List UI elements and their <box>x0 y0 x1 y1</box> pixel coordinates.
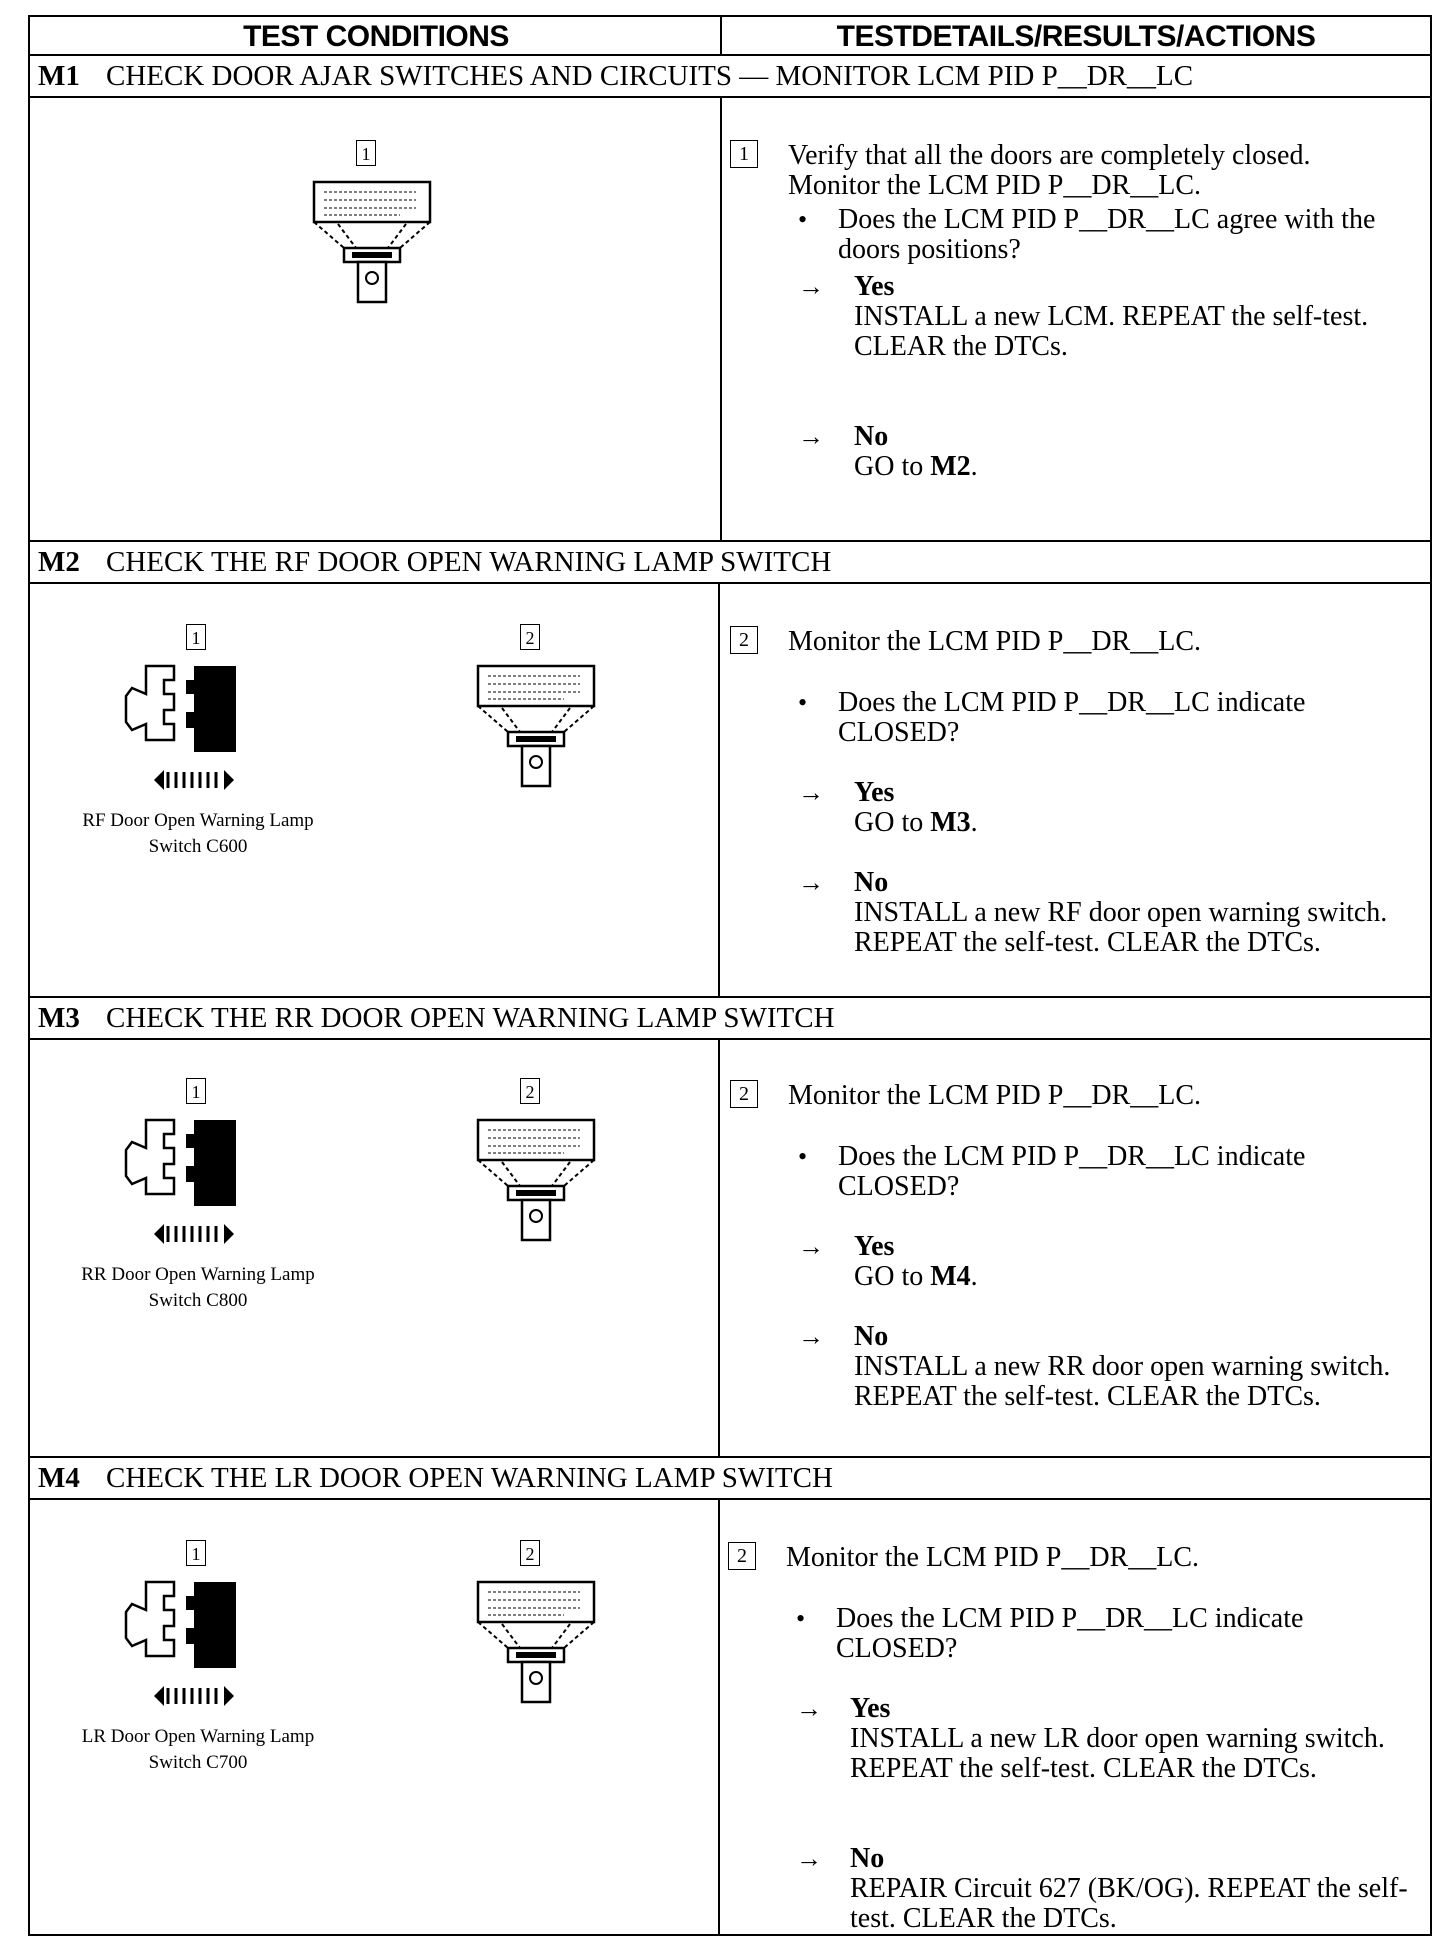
column-divider <box>720 98 722 540</box>
arrow-icon: → <box>798 422 824 451</box>
yes-action: INSTALL a new LCM. REPEAT the self-test. CLEAR the DTCs. <box>854 301 1369 362</box>
section-title-m3 <box>28 998 1432 1040</box>
yes-branch <box>850 1694 1390 1784</box>
section-title-text: CHECK THE RR DOOR OPEN WARNING LAMP SWITCH <box>106 1002 835 1034</box>
section-body-m2 <box>28 584 1432 998</box>
no-branch <box>854 422 1374 482</box>
result-step-box: 2 <box>730 626 758 654</box>
switch-caption <box>48 808 348 860</box>
arrow-icon: → <box>798 272 824 301</box>
no-label: No <box>854 421 889 452</box>
section-body-m3 <box>28 1040 1432 1458</box>
section-code: M2 <box>38 546 80 578</box>
arrow-icon: → <box>798 1232 824 1261</box>
arrow-icon: → <box>796 1694 822 1723</box>
header-test-conditions: TEST CONDITIONS <box>243 20 509 53</box>
no-branch <box>854 1322 1394 1412</box>
step-number-box: 1 <box>186 624 206 650</box>
door-switch-icon <box>126 1582 276 1712</box>
caption-line: LR Door Open Warning Lamp <box>81 1726 315 1747</box>
yes-action: GO to M4. <box>854 1261 978 1292</box>
caption-line: Switch C600 <box>148 836 248 857</box>
section-title-text: CHECK THE RF DOOR OPEN WARNING LAMP SWITCH <box>106 546 832 578</box>
switch-caption <box>48 1262 348 1314</box>
arrow-icon: → <box>798 778 824 807</box>
bullet-icon: • <box>796 1604 806 1633</box>
question-text: Does the LCM PID P__DR__LC indicate CLOSED? <box>838 687 1306 748</box>
step-number-box: 1 <box>186 1078 206 1104</box>
instruction-text: Monitor the LCM PID P__DR__LC. <box>788 626 1202 657</box>
column-divider <box>718 1500 720 1934</box>
yes-label: Yes <box>850 1693 891 1724</box>
yes-action-ref: M3 <box>930 807 971 838</box>
section-code: M3 <box>38 1002 80 1034</box>
section-title-m2 <box>28 542 1432 584</box>
section-body-m4 <box>28 1500 1432 1936</box>
no-action: INSTALL a new RF door open warning switch. REPEAT the self-test. CLEAR the DTCs. <box>854 897 1388 958</box>
column-divider <box>718 1040 720 1456</box>
caption-line: Switch C700 <box>148 1752 248 1773</box>
section-title-text: CHECK THE LR DOOR OPEN WARNING LAMP SWITCH <box>106 1462 833 1494</box>
bullet-icon: • <box>798 205 808 234</box>
caption-line: RF Door Open Warning Lamp <box>82 810 314 831</box>
no-label: No <box>854 867 889 898</box>
result-step-box: 2 <box>730 1080 758 1108</box>
step-number-box: 1 <box>356 140 376 166</box>
no-action: GO to M2. <box>854 451 978 482</box>
header-results-actions: TESTDETAILS/RESULTS/ACTIONS <box>836 20 1316 53</box>
no-action: REPAIR Circuit 627 (BK/OG). REPEAT the self-test. CLEAR the DTCs. <box>850 1873 1408 1934</box>
door-switch-icon <box>126 666 276 796</box>
no-action: INSTALL a new RR door open warning switch. REPEAT the self-test. CLEAR the DTCs. <box>854 1351 1391 1412</box>
question-text: Does the LCM PID P__DR__LC indicate CLOSED? <box>836 1603 1304 1664</box>
step-number-box: 1 <box>186 1540 206 1566</box>
instruction-text: Verify that all the doors are completely closed. Monitor the LCM PID P__DR__LC. <box>788 140 1311 201</box>
no-branch <box>850 1844 1410 1934</box>
yes-branch <box>854 1232 1374 1292</box>
yes-label: Yes <box>854 271 895 302</box>
caption-line: Switch C800 <box>148 1290 248 1311</box>
section-code: M1 <box>38 60 80 92</box>
scan-tool-icon <box>310 182 440 322</box>
scan-tool-icon <box>478 666 608 806</box>
door-switch-icon <box>126 1120 276 1250</box>
section-title-text: CHECK DOOR AJAR SWITCHES AND CIRCUITS — MONITOR LCM PID P__DR__LC <box>106 60 1194 92</box>
section-code: M4 <box>38 1462 80 1494</box>
section-title-m1 <box>28 56 1432 98</box>
step-number-box: 2 <box>520 624 540 650</box>
yes-branch <box>854 272 1374 362</box>
section-title-m4 <box>28 1458 1432 1500</box>
step-number-box: 2 <box>520 1540 540 1566</box>
no-branch <box>854 868 1394 958</box>
yes-label: Yes <box>854 777 895 808</box>
arrow-icon: → <box>798 868 824 897</box>
yes-action: GO to M3. <box>854 807 978 838</box>
no-action-ref: M2 <box>930 451 971 482</box>
yes-action: INSTALL a new LR door open warning switch. REPEAT the self-test. CLEAR the DTCs. <box>850 1723 1385 1784</box>
bullet-icon: • <box>798 688 808 717</box>
yes-action-ref: M4 <box>930 1261 971 1292</box>
arrow-icon: → <box>796 1844 822 1873</box>
no-label: No <box>854 1321 889 1352</box>
table-header <box>28 15 1432 56</box>
yes-branch <box>854 778 1374 838</box>
result-step-box: 2 <box>728 1542 756 1570</box>
result-step-box: 1 <box>730 140 758 168</box>
yes-label: Yes <box>854 1231 895 1262</box>
arrow-icon: → <box>798 1322 824 1351</box>
section-body-m1 <box>28 98 1432 542</box>
scan-tool-icon <box>478 1582 608 1722</box>
no-label: No <box>850 1843 885 1874</box>
question-text: Does the LCM PID P__DR__LC agree with the doors positions? <box>838 204 1376 265</box>
caption-line: RR Door Open Warning Lamp <box>81 1264 315 1285</box>
instruction-text: Monitor the LCM PID P__DR__LC. <box>788 1080 1202 1111</box>
switch-caption <box>48 1724 348 1776</box>
bullet-icon: • <box>798 1142 808 1171</box>
scan-tool-icon <box>478 1120 608 1260</box>
column-divider <box>718 584 720 996</box>
instruction-text: Monitor the LCM PID P__DR__LC. <box>786 1542 1200 1573</box>
step-number-box: 2 <box>520 1078 540 1104</box>
question-text: Does the LCM PID P__DR__LC indicate CLOSED? <box>838 1141 1306 1202</box>
